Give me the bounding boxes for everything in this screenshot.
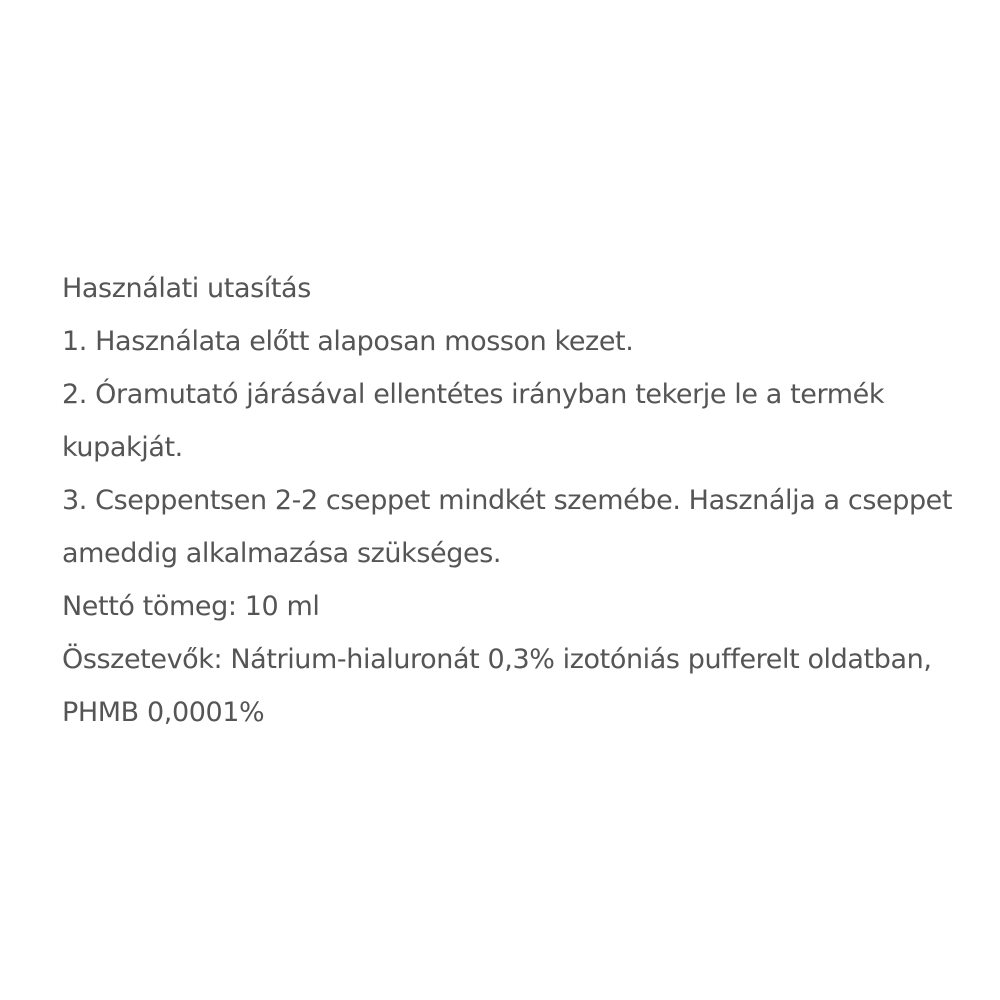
net-weight: Nettó tömeg: 10 ml bbox=[62, 591, 320, 622]
instruction-step-1: 1. Használata előtt alaposan mosson kezet. bbox=[62, 326, 634, 357]
ingredients: Összetevők: Nátrium-hialuronát 0,3% izotóniás pufferelt oldatban, PHMB 0,0001% bbox=[62, 644, 932, 728]
instructions-block bbox=[62, 262, 962, 739]
instruction-step-3: 3. Cseppentsen 2-2 cseppet mindkét szemébe. Használja a cseppet ameddig alkalmazása szükséges. bbox=[62, 485, 953, 569]
instruction-step-2: 2. Óramutató járásával ellentétes irányban tekerje le a termék kupakját. bbox=[62, 379, 885, 463]
instructions-heading: Használati utasítás bbox=[62, 273, 311, 304]
